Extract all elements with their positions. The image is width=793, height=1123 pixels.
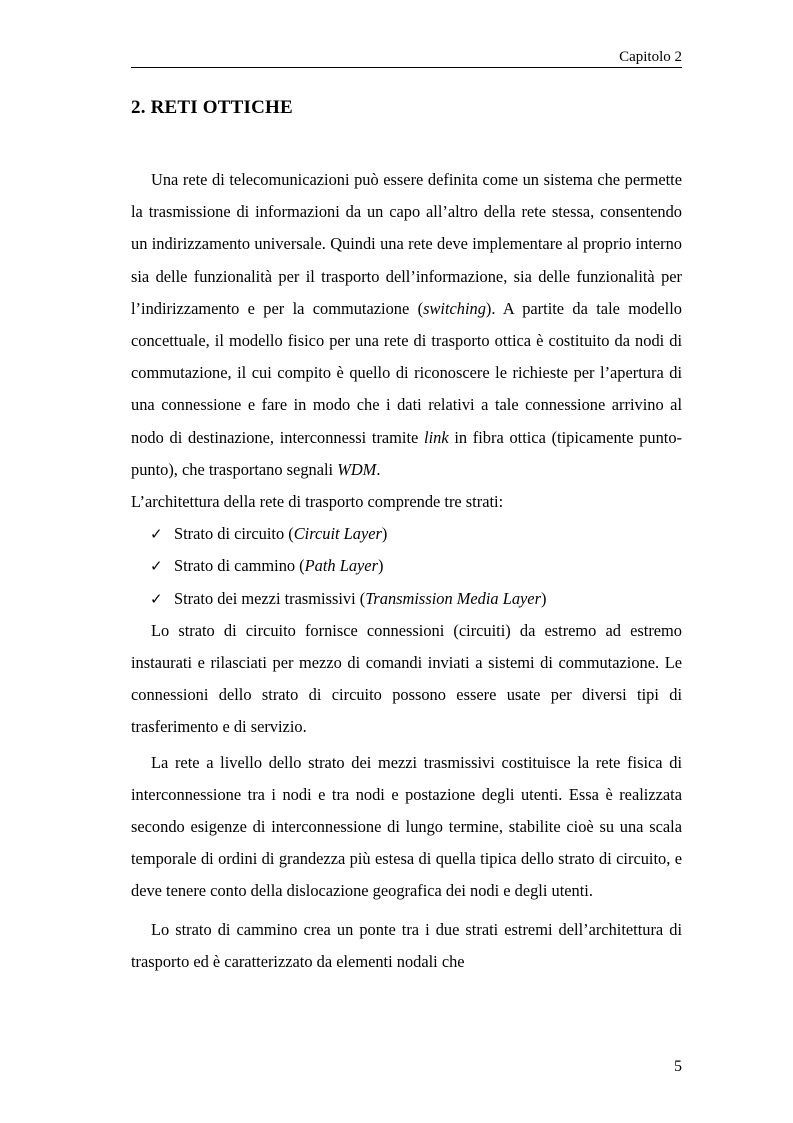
header-rule (131, 67, 682, 68)
list-item (150, 518, 682, 550)
italic-term-switching: switching (423, 298, 486, 318)
layer-list (131, 518, 682, 615)
checkmark-icon: ✓ (150, 557, 163, 576)
text-segment: . (376, 459, 381, 479)
list-item (150, 550, 682, 582)
paragraph-path-layer: Lo strato di cammino crea un ponte tra i due strati estremi dell’architettura di trasporto ed è caratterizzato da elementi nodali che (131, 919, 682, 971)
list-item (150, 583, 682, 615)
text-segment: Una rete di telecomunicazioni può essere definita come un sistema che permette la trasmissione di informazioni da un capo all’altro della rete stessa, consentendo un indirizzamento universale. Quindi una rete deve implementare al proprio interno sia delle funzionalità per il trasporto dell’informazione, sia delle funzionalità per l’indirizzamento e per la commutazione ( (131, 170, 682, 318)
checkmark-icon: ✓ (150, 525, 163, 544)
paragraph-circuit-layer: Lo strato di circuito fornisce connessioni (circuiti) da estremo ad estremo instaurati e rilasciati per mezzo di comandi inviati a sistemi di commutazione. Le connessioni dello strato di circuito possono essere usate per diversi tipi di trasferimento e di servizio. (131, 620, 682, 737)
text-segment: ). A partite da tale modello concettuale, il modello fisico per una rete di trasporto ottica è costituito da nodi di commutazione, il cui compito è quello di riconoscere le richieste per l’apertura di una connessione e fare in modo che i dati relativi a tale connessione arrivino al nodo di destinazione, interconnessi tramite (131, 298, 682, 447)
paragraph-intro (131, 164, 682, 486)
text-segment: in fibra ottica (tipicamente punto-punto), che trasportano segnali (131, 427, 682, 479)
body-text (131, 164, 682, 978)
list-item-text: Strato dei mezzi trasmissivi (Transmission Media Layer) (174, 588, 547, 608)
paragraph-media-layer: La rete a livello dello strato dei mezzi trasmissivi costituisce la rete fisica di interconnessione tra i nodi e tra nodi e postazione degli utenti. Essa è realizzata secondo esigenze di interconnessione di lungo termine, stabilite cioè su una scala temporale di ordini di grandezza più estesa di quella tipica dello strato di circuito, e deve tenere conto della dislocazione geografica dei nodi e degli utenti. (131, 752, 682, 901)
italic-term-wdm: WDM (337, 459, 377, 479)
paragraph-architecture: L’architettura della rete di trasporto comprende tre strati: (131, 492, 504, 512)
chapter-title: 2. RETI OTTICHE (131, 97, 293, 118)
italic-term-link: link (424, 427, 449, 447)
list-item-text: Strato di cammino (Path Layer) (174, 556, 384, 576)
running-header: Capitolo 2 (619, 49, 682, 65)
checkmark-icon: ✓ (150, 589, 163, 608)
list-item-text: Strato di circuito (Circuit Layer) (174, 524, 388, 544)
page-number: 5 (674, 1058, 682, 1075)
